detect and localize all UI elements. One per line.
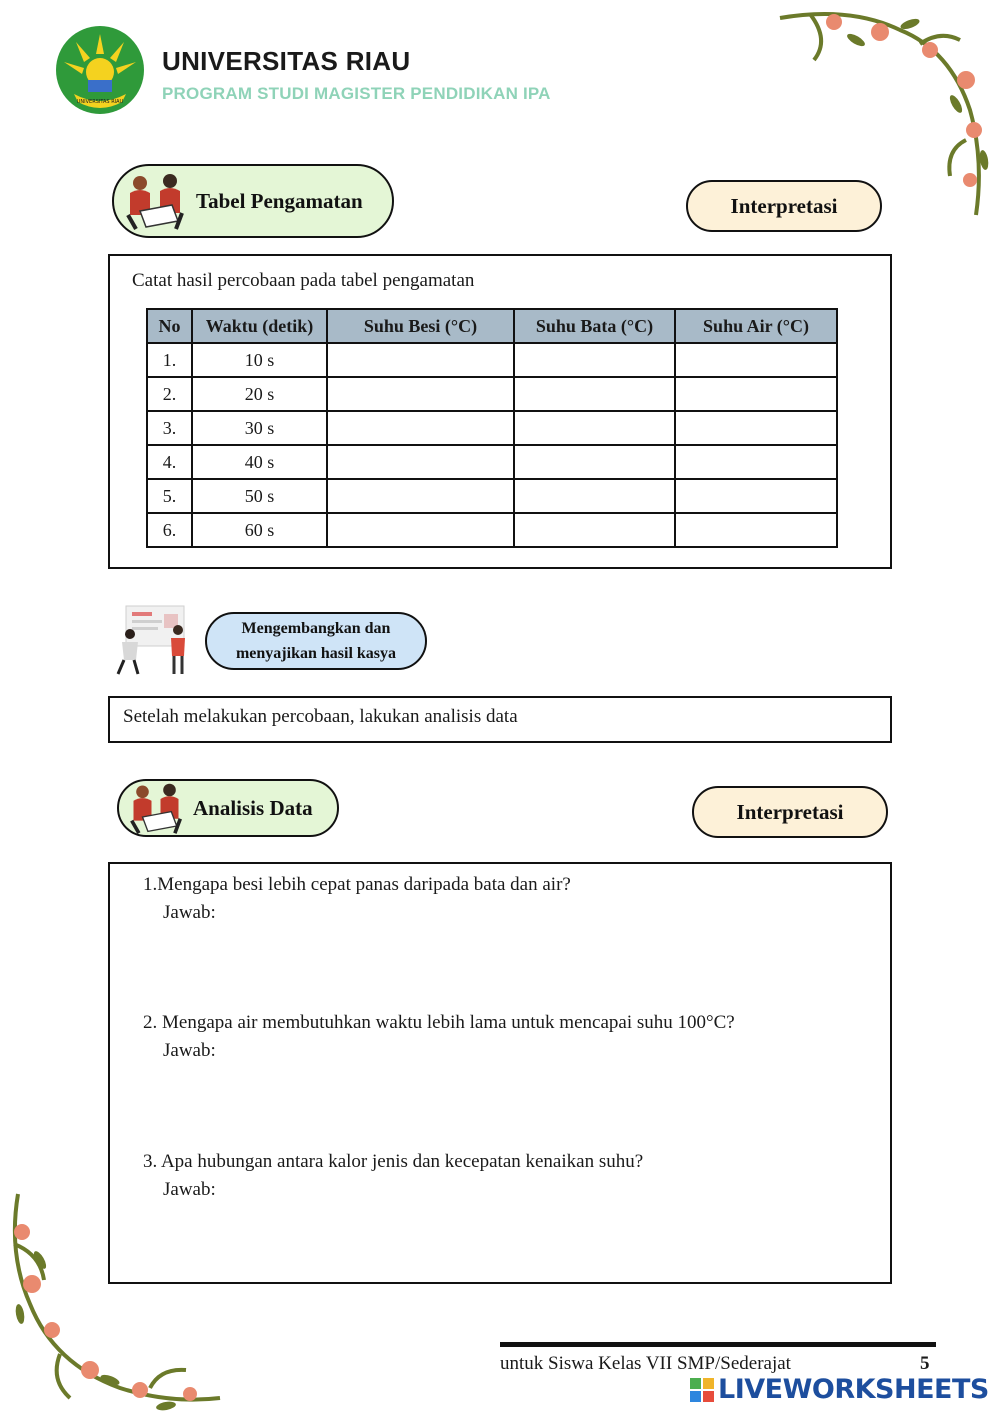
observation-instruction: Catat hasil percobaan pada tabel pengamatan [132, 270, 475, 291]
liveworksheets-logo-icon [690, 1378, 714, 1402]
water-temp-cell[interactable] [675, 343, 837, 377]
analisis-data-header [117, 779, 339, 837]
footer-text: untuk Siswa Kelas VII SMP/Sederajat [500, 1353, 791, 1374]
row-number: 2. [147, 377, 192, 411]
section-title: Tabel Pengamatan [196, 188, 363, 213]
column-header: Suhu Bata (°C) [514, 309, 675, 343]
interpretasi-badge [686, 180, 882, 232]
badge-label: Interpretasi [736, 799, 844, 824]
brick-temp-cell[interactable] [514, 445, 675, 479]
column-header: Waktu (detik) [192, 309, 327, 343]
iron-temp-cell[interactable] [327, 377, 514, 411]
table-row [147, 513, 837, 547]
section-title-line2: menyajikan hasil kasya [235, 645, 397, 662]
column-header: Suhu Besi (°C) [327, 309, 514, 343]
iron-temp-cell[interactable] [327, 411, 514, 445]
time-cell: 60 s [192, 513, 327, 547]
row-number: 4. [147, 445, 192, 479]
brick-temp-cell[interactable] [514, 513, 675, 547]
table-header-row [147, 309, 837, 343]
students-discussion-icon [123, 781, 189, 835]
observation-box [108, 254, 892, 569]
time-cell: 30 s [192, 411, 327, 445]
interpretasi-badge [692, 786, 888, 838]
footer-divider [500, 1342, 936, 1347]
logo-caption: UNIVERSITAS RIAU [76, 99, 124, 105]
university-name: UNIVERSITAS RIAU [162, 46, 411, 76]
row-number: 3. [147, 411, 192, 445]
time-cell: 50 s [192, 479, 327, 513]
brick-temp-cell[interactable] [514, 343, 675, 377]
column-header: Suhu Air (°C) [675, 309, 837, 343]
section-title: Analisis Data [193, 795, 313, 820]
table-row [147, 343, 837, 377]
section-title-line1: Mengembangkan dan [241, 620, 391, 637]
row-number: 6. [147, 513, 192, 547]
table-row [147, 377, 837, 411]
row-number: 5. [147, 479, 192, 513]
water-temp-cell[interactable] [675, 479, 837, 513]
table-row [147, 445, 837, 479]
page-number: 5 [920, 1353, 930, 1374]
analysis-instruction-box [108, 696, 892, 743]
question-1: 1.Mengapa besi lebih cepat panas daripada bata dan air? [143, 874, 571, 895]
question-3: 3. Apa hubungan antara kalor jenis dan kecepatan kenaikan suhu? [143, 1151, 644, 1172]
badge-label: Interpretasi [730, 193, 838, 218]
brand-name: LIVEWORKSHEETS [718, 1374, 989, 1405]
water-temp-cell[interactable] [675, 513, 837, 547]
iron-temp-cell[interactable] [327, 513, 514, 547]
brick-temp-cell[interactable] [514, 411, 675, 445]
water-temp-cell[interactable] [675, 445, 837, 479]
students-discussion-icon [120, 171, 190, 231]
answer-label-1[interactable]: Jawab: [163, 902, 216, 923]
observation-table [146, 308, 838, 548]
row-number: 1. [147, 343, 192, 377]
iron-temp-cell[interactable] [327, 445, 514, 479]
brick-temp-cell[interactable] [514, 479, 675, 513]
analysis-instruction: Setelah melakukan percobaan, lakukan analisis data [123, 706, 518, 727]
time-cell: 40 s [192, 445, 327, 479]
iron-temp-cell[interactable] [327, 343, 514, 377]
table-row [147, 479, 837, 513]
questions-box [108, 862, 892, 1284]
time-cell: 20 s [192, 377, 327, 411]
time-cell: 10 s [192, 343, 327, 377]
table-row [147, 411, 837, 445]
answer-label-3[interactable]: Jawab: [163, 1179, 216, 1200]
water-temp-cell[interactable] [675, 377, 837, 411]
tabel-pengamatan-header [112, 164, 394, 238]
iron-temp-cell[interactable] [327, 479, 514, 513]
brick-temp-cell[interactable] [514, 377, 675, 411]
column-header: No [147, 309, 192, 343]
answer-label-2[interactable]: Jawab: [163, 1040, 216, 1061]
program-name: PROGRAM STUDI MAGISTER PENDIDIKAN IPA [162, 84, 551, 103]
liveworksheets-brand[interactable] [690, 1374, 989, 1405]
develop-present-header [205, 612, 427, 670]
presentation-illustration-icon [116, 604, 196, 676]
university-logo [54, 24, 146, 116]
water-temp-cell[interactable] [675, 411, 837, 445]
question-2: 2. Mengapa air membutuhkan waktu lebih lama untuk mencapai suhu 100°C? [143, 1012, 735, 1033]
